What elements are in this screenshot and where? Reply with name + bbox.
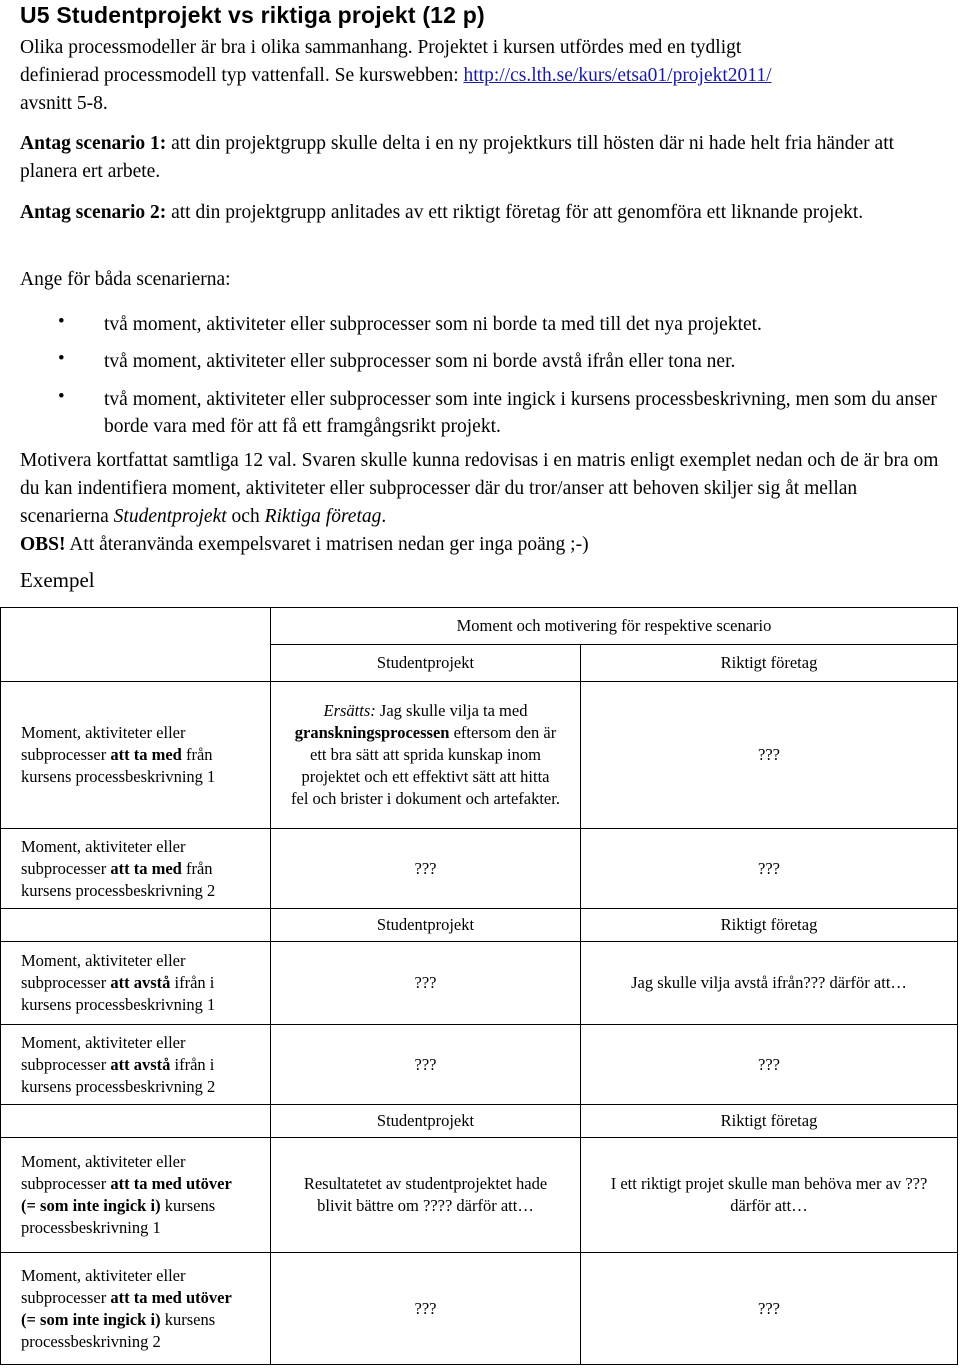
- col-riktigt-foretag: Riktigt företag: [581, 645, 958, 682]
- row-label: Moment, aktiviteter eller subprocesser att ta med utöver (= som inte ingick i) kursens processbeskrivning 2: [1, 1253, 271, 1365]
- scenario-2-text: att din projektgrupp anlitades av ett riktigt företag för att genomföra ett liknande projekt.: [166, 202, 864, 223]
- scenario-1-text: att din projektgrupp skulle delta i en ny projektkurs till hösten där ni hade helt fria händer att planera ert arbete.: [20, 133, 895, 182]
- row-label: Moment, aktiviteter eller subprocesser att avstå ifrån i kursens processbeskrivning 2: [1, 1025, 271, 1105]
- answer-cell: Resultatetet av studentprojektet hade blivit bättre om ???? därför att…: [271, 1138, 581, 1253]
- answer-cell: ???: [581, 682, 958, 829]
- table-row: [1, 829, 958, 909]
- intro-line-2: definierad processmodell typ vattenfall. Se kurswebben:: [20, 65, 464, 86]
- table-row: [1, 1138, 958, 1253]
- empty-cell: [1, 1105, 271, 1138]
- och-text: och: [226, 506, 265, 527]
- answer-cell: I ett riktigt projet skulle man behöva mer av ??? därför att…: [581, 1138, 958, 1253]
- motivera-paragraph: [20, 447, 950, 559]
- example-matrix: [0, 607, 958, 1365]
- answer-cell: ???: [581, 1025, 958, 1105]
- course-web-link[interactable]: http://cs.lth.se/kurs/etsa01/projekt2011/: [463, 65, 772, 86]
- bullet-icon: •: [58, 311, 65, 332]
- page-title: U5 Studentprojekt vs riktiga projekt (12 p): [20, 2, 485, 28]
- studentprojekt-em: Studentprojekt: [113, 506, 227, 527]
- scenario-1: [20, 130, 950, 186]
- obs-label: OBS!: [20, 534, 66, 555]
- answer-cell: ???: [271, 829, 581, 909]
- row-label: Moment, aktiviteter eller subprocesser att ta med utöver (= som inte ingick i) kursens processbeskrivning 1: [1, 1138, 271, 1253]
- column-header-row: [1, 909, 958, 942]
- answer-cell: ???: [271, 942, 581, 1025]
- table-row: [1, 1253, 958, 1365]
- scenario-2: [20, 199, 950, 227]
- period: .: [381, 506, 387, 527]
- table-row: [1, 942, 958, 1025]
- ange-text: Ange för båda scenarierna:: [20, 269, 231, 290]
- col-studentprojekt: Studentprojekt: [271, 1105, 581, 1138]
- bullet-icon: •: [58, 386, 65, 407]
- bullet-icon: •: [58, 348, 65, 369]
- answer-cell: Jag skulle vilja avstå ifrån??? därför att…: [581, 942, 958, 1025]
- scenario-1-label: Antag scenario 1:: [20, 133, 167, 154]
- intro-line-3: avsnitt 5-8.: [20, 93, 108, 114]
- answer-cell: ???: [271, 1025, 581, 1105]
- col-studentprojekt: Studentprojekt: [271, 645, 581, 682]
- column-header-row: [1, 1105, 958, 1138]
- bullet-item: två moment, aktiviteter eller subprocesser som ni borde ta med till det nya projektet.: [104, 314, 762, 335]
- scenario-2-label: Antag scenario 2:: [20, 202, 167, 223]
- empty-corner-cell: [1, 608, 271, 682]
- answer-cell: ???: [271, 1253, 581, 1365]
- example-answer-cell: Ersätts: Jag skulle vilja ta med granskningsprocessen eftersom den är ett bra sätt att sprida kunskap inom projektet och ett effektivt sätt att hitta fel och brister i dokument och artefakter.: [271, 682, 581, 829]
- col-riktigt-foretag: Riktigt företag: [581, 1105, 958, 1138]
- table-row: [1, 1025, 958, 1105]
- bullet-item: två moment, aktiviteter eller subprocesser som ni borde avstå ifrån eller tona ner.: [104, 351, 736, 372]
- answer-cell: ???: [581, 1253, 958, 1365]
- motivera-text: Motivera kortfattat samtliga 12 val. Svaren skulle kunna redovisas i en matris enligt exemplet nedan och de är bra om du kan indentifiera moment, aktiviteter eller subprocesser där du tror/anser att behoven skiljer sig åt mellan scenarierna: [20, 450, 939, 527]
- row-label: Moment, aktiviteter eller subprocesser att ta med från kursens processbeskrivning 2: [1, 829, 271, 909]
- col-studentprojekt: Studentprojekt: [271, 909, 581, 942]
- obs-text: Att återanvända exempelsvaret i matrisen nedan ger inga poäng ;-): [65, 534, 589, 555]
- exempel-heading: Exempel: [20, 568, 95, 592]
- row-label: Moment, aktiviteter eller subprocesser att avstå ifrån i kursens processbeskrivning 1: [1, 942, 271, 1025]
- matrix-header-row: [1, 608, 958, 645]
- intro-paragraph: [20, 34, 950, 118]
- riktiga-foretag-em: Riktiga företag: [264, 506, 382, 527]
- intro-line-1: Olika processmodeller är bra i olika sammanhang. Projektet i kursen utfördes med en tydligt: [20, 37, 742, 58]
- bullet-item: två moment, aktiviteter eller subprocesser som inte ingick i kursens processbeskrivning, men som du anser borde vara med för att få ett framgångsrikt projekt.: [104, 389, 937, 437]
- matrix-header: Moment och motivering för respektive scenario: [271, 608, 958, 645]
- row-label: Moment, aktiviteter eller subprocesser att ta med från kursens processbeskrivning 1: [1, 682, 271, 829]
- col-riktigt-foretag: Riktigt företag: [581, 909, 958, 942]
- table-row: [1, 682, 958, 829]
- answer-cell: ???: [581, 829, 958, 909]
- empty-cell: [1, 909, 271, 942]
